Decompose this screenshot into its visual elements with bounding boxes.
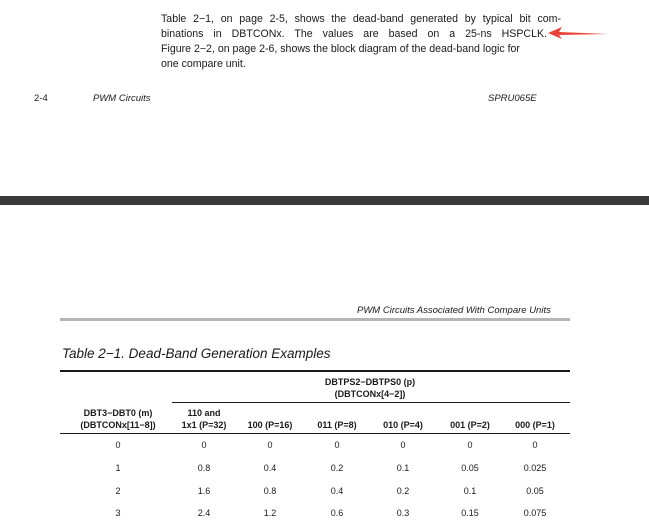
table-cell: 0.05 (461, 463, 479, 473)
table-cell: 0.4 (330, 486, 344, 496)
table-cell: 0.4 (263, 463, 277, 473)
page-break-bar (0, 196, 649, 205)
table-cell: 2.4 (197, 508, 211, 518)
table-cell: 3 (115, 508, 121, 518)
table-cell: 0.025 (523, 463, 547, 473)
body-paragraph (161, 12, 561, 72)
red-arrow-annotation (548, 26, 610, 40)
table-cell: 0 (115, 440, 121, 450)
table-cell: 0 (201, 440, 207, 450)
document-code: SPRU065E (488, 93, 537, 104)
table-cell: 0 (467, 440, 473, 450)
table-cell: 1.2 (263, 508, 277, 518)
column-header: 100 (P=16) (247, 420, 293, 430)
table-header-rule (60, 433, 570, 434)
header-rule (60, 318, 570, 321)
row-header-line: DBT3−DBT0 (m) (83, 408, 153, 418)
table-cell: 2 (115, 486, 121, 496)
column-header: 011 (P=8) (317, 420, 357, 430)
column-header: 010 (P=4) (383, 420, 423, 430)
column-header: 001 (P=2) (450, 420, 490, 430)
paragraph-line: one compare unit. (161, 58, 246, 70)
paragraph-line: Figure 2−2, on page 2-6, shows the block diagram of the dead-band logic for (161, 43, 520, 55)
table-cell: 0.05 (526, 486, 544, 496)
group-header-rule (172, 402, 570, 403)
table-cell: 0.15 (461, 508, 479, 518)
running-header: PWM Circuits Associated With Compare Units (357, 305, 551, 316)
table-cell: 0.075 (523, 508, 547, 518)
paragraph-line: Table 2−1, on page 2-5, shows the dead-band generated by typical bit com- (161, 13, 561, 25)
table-cell: 0 (532, 440, 538, 450)
table-caption: Table 2−1. Dead-Band Generation Examples (62, 346, 331, 361)
table-cell: 0.8 (197, 463, 211, 473)
column-header-line: 110 and (187, 408, 221, 418)
table-cell: 0 (334, 440, 340, 450)
table-cell: 0.8 (263, 486, 277, 496)
table-cell: 0.3 (396, 508, 410, 518)
table-top-rule (60, 370, 570, 372)
column-header: 000 (P=1) (515, 420, 555, 430)
table-cell: 0 (267, 440, 273, 450)
table-cell: 0.1 (463, 486, 477, 496)
footer-title: PWM Circuits (93, 93, 151, 104)
column-header (174, 407, 234, 431)
group-header (290, 376, 450, 400)
table-cell: 1 (115, 463, 121, 473)
table-cell: 0.2 (330, 463, 344, 473)
table-cell: 0.2 (396, 486, 410, 496)
column-header-line: 1x1 (P=32) (181, 420, 227, 430)
paragraph-line: binations in DBTCONx. The values are based on a 25-ns HSPCLK. (161, 28, 547, 40)
group-header-line: (DBTCONx[4−2]) (334, 389, 406, 399)
table-cell: 0.6 (330, 508, 344, 518)
group-header-line: DBTPS2−DBTPS0 (p) (324, 377, 416, 387)
page-number: 2-4 (34, 93, 48, 104)
table-cell: 1.6 (197, 486, 211, 496)
row-header-line: (DBTCONx[11−8]) (80, 420, 156, 430)
table-cell: 0 (400, 440, 406, 450)
table-cell: 0.1 (396, 463, 410, 473)
row-header (62, 407, 174, 431)
